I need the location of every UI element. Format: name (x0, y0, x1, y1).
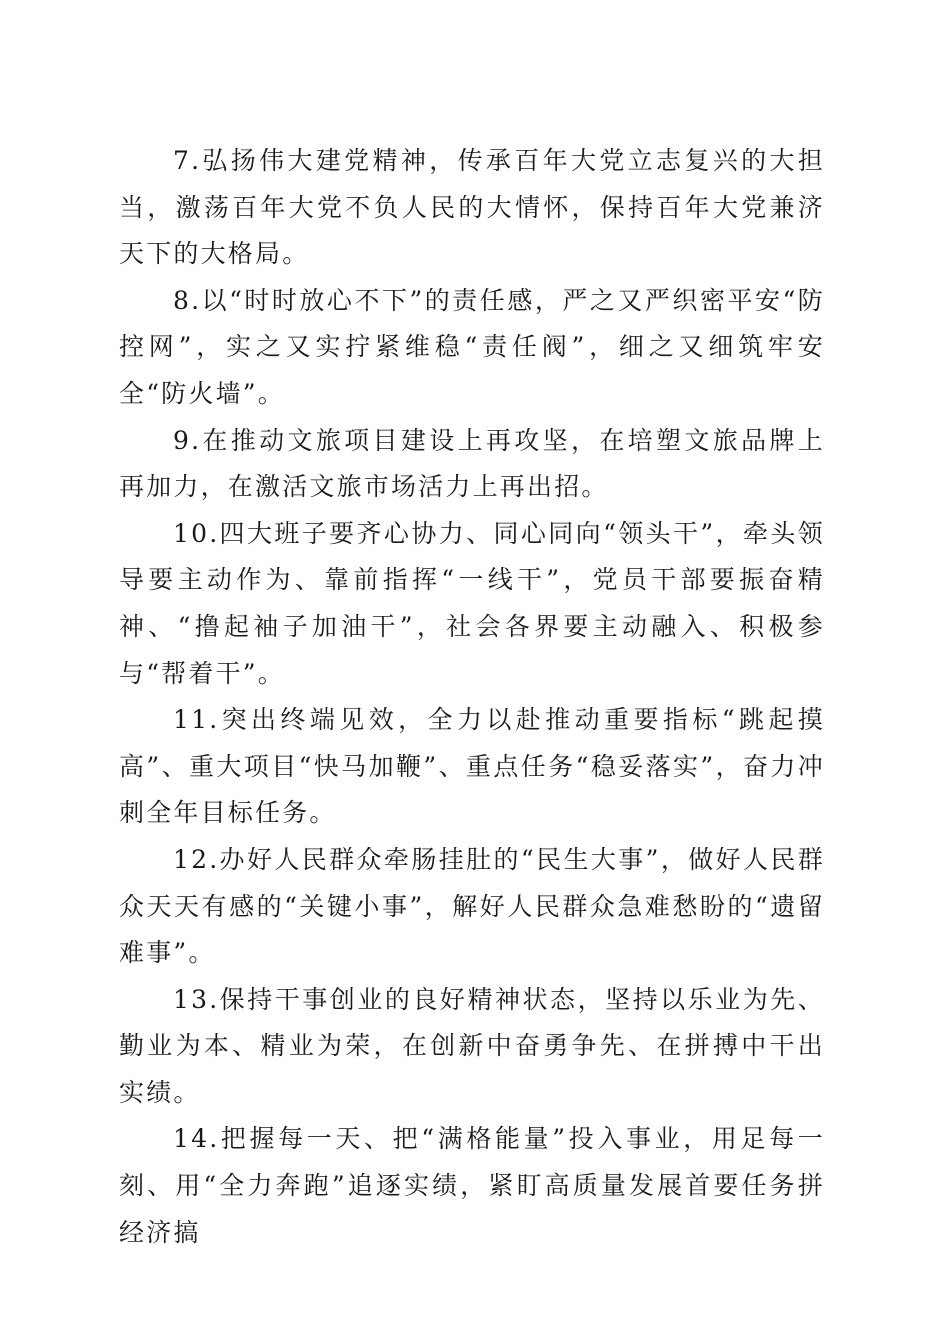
paragraph-7: 7.弘扬伟大建党精神，传承百年大党立志复兴的大担当，激荡百年大党不负人民的大情怀，保持百年大党兼济天下的大格局。 (119, 146, 825, 269)
paragraph-12: 12.办好人民群众牵肠挂肚的“民生大事”，做好人民群众天天有感的“关键小事”，解好人民群众急难愁盼的“遗留难事”。 (119, 844, 825, 968)
paragraph-9: 9.在推动文旅项目建设上再攻坚，在培塑文旅品牌上再加力，在激活文旅市场活力上再出招。 (119, 425, 825, 502)
paragraph-8: 8.以“时时放心不下”的责任感，严之又严织密平安“防控网”，实之又实拧紧维稳“责任阀”，细之又细筑牢安全“防火墙”。 (119, 285, 825, 408)
paragraph-13: 13.保持干事创业的良好精神状态，坚持以乐业为先、勤业为本、精业为荣，在创新中奋勇争先、在拼搏中干出实绩。 (119, 984, 825, 1107)
paragraph-14: 14.把握每一天、把“满格能量”投入事业，用足每一刻、用“全力奔跑”追逐实绩，紧盯高质量发展首要任务拼经济搞 (119, 1124, 825, 1247)
paragraph-10: 10.四大班子要齐心协力、同心同向“领头干”，牵头领导要主动作为、靠前指挥“一线干”，党员干部要振奋精神、“撸起袖子加油干”，社会各界要主动融入、积极参与“帮着干”。 (119, 518, 825, 688)
document-body (119, 138, 825, 1256)
paragraph-11: 11.突出终端见效，全力以赴推动重要指标“跳起摸高”、重大项目“快马加鞭”、重点任务“稳妥落实”，奋力冲刺全年目标任务。 (119, 705, 825, 828)
